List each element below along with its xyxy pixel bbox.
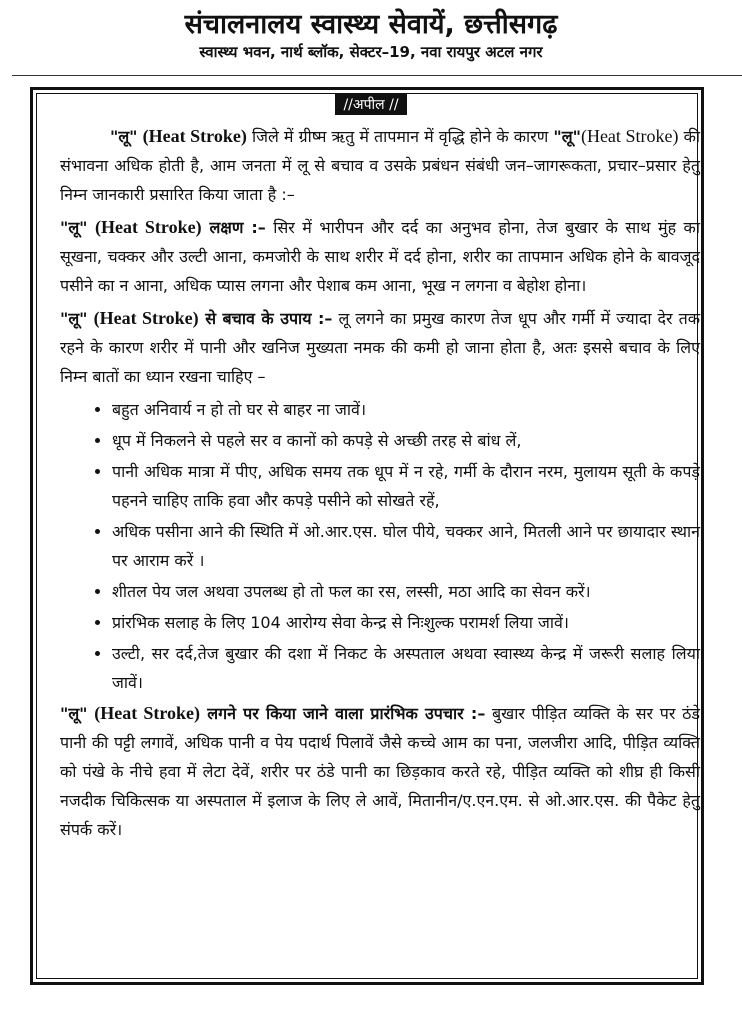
symptoms-paragraph [60, 213, 700, 300]
prevention-heading-lu: "लू" [60, 309, 88, 328]
list-item: • धूप में निकलने से पहले सर व कानों को कपड़े से अच्छी तरह से बांध लें, [112, 426, 700, 455]
first-aid-heading: लगने पर किया जाने वाला प्रारंभिक उपचार :– [200, 704, 486, 723]
first-aid-text: बुखार पीड़ित व्यक्ति के सर पर ठंडे पानी की पट्टी लगावें, अधिक पानी व पेय पदार्थ पिलावें जैसे कच्चे आम का पना, जलजीरा आदि, पीड़ित व्यक्ति को पंखे के नीचे हवा में लेटा देवें, शरीर पर ठंडे पानी का छिड़काव करते रहे, पीड़ित व्यक्ति को शीघ्र ही किसी नजदीक चिकित्सक या अस्पताल में इलाज के लिए ले आवें, मितानीन/ए.एन.एम. से ओ.आर.एस. की पैकेट हेतु संपर्क करें। [60, 704, 700, 839]
first-aid-heading-lu: "लू" [60, 704, 88, 723]
header-divider [12, 75, 742, 76]
appeal-label: //अपील // [335, 94, 406, 115]
list-item: • अधिक पसीना आने की स्थिति में ओ.आर.एस. घोल पीये, चक्कर आने, मितली आने पर छायादार स्थान पर आराम करें । [112, 517, 700, 575]
symptoms-heading-en: (Heat Stroke) [95, 217, 202, 237]
prevention-text: लू लगने का प्रमुख कारण तेज धूप और गर्मी में ज्यादा देर तक रहने के कारण शरीर में पानी और खनिज मुख्यता नमक की कमी हो जाना होता है, अतः इससे बचाव के लिए निम्न बातों का ध्यान रखना चाहिए – [60, 309, 700, 386]
department-title: संचालनालय स्वास्थ्य सेवायें, छत्तीसगढ़ [184, 9, 558, 40]
list-item: • प्रांरभिक सलाह के लिए 104 आरोग्य सेवा केन्द्र से निःशुल्क परामर्श लिया जावें। [112, 608, 700, 637]
prevention-heading-en: (Heat Stroke) [93, 308, 199, 328]
symptoms-heading-lu: "लू" [60, 218, 88, 237]
list-item: • पानी अधिक मात्रा में पीए, अधिक समय तक धूप में न रहे, गर्मी के दौरान नरम, मुलायम सूती के कपड़े पहनने चाहिए ताकि हवा और कपड़े पसीने को सोखते रहें, [112, 457, 700, 515]
intro-en: (Heat Stroke) [142, 126, 247, 146]
first-aid-heading-en: (Heat Stroke) [94, 703, 201, 723]
prevention-list [60, 395, 700, 697]
department-address: स्वास्थ्य भवन, नार्थ ब्लॉक, सेक्टर–19, नवा रायपुर अटल नगर [199, 43, 543, 61]
intro-lu2: "लू" [553, 127, 581, 146]
intro-text2: की संभावना अधिक होती है, आम जनता में लू से बचाव व उसके प्रबंधन संबंधी जन–जागरूकता, प्रचार–प्रसार हेतु निम्न जानकारी प्रसारित किया जाता है :– [60, 127, 700, 204]
list-item: • उल्टी, सर दर्द,तेज बुखार की दशा में निकट के अस्पताल अथवा स्वास्थ्य केन्द्र में जरूरी सलाह लिया जावें। [112, 639, 700, 697]
symptoms-text: सिर में भारीपन और दर्द का अनुभव होना, तेज बुखार के साथ मुंह का सूखना, चक्कर और उल्टी आना, कमजोरी के साथ शरीर में दर्द होना, शरीर का तापमान अधिक होने के बावजूद पसीने का न आना, अधिक प्यास लगना और पेशाब कम आना, भूख न लगना व बेहोश होना। [60, 218, 700, 295]
list-item: • शीतल पेय जल अथवा उपलब्ध हो तो फल का रस, लस्सी, मठा आदि का सेवन करें। [112, 577, 700, 606]
prevention-heading: से बचाव के उपाय :– [198, 309, 333, 328]
symptoms-heading: लक्षण :– [201, 218, 266, 237]
prevention-paragraph [60, 304, 700, 391]
intro-paragraph [60, 122, 700, 209]
list-item: • बहुत अनिवार्य न हो तो घर से बाहर ना जावें। [112, 395, 700, 424]
intro-text1: जिले में ग्रीष्म ऋतु में तापमान में वृद्धि होने के कारण [246, 127, 554, 146]
first-aid-paragraph [60, 699, 700, 844]
intro-en2: (Heat Stroke) [580, 126, 679, 146]
appeal-content [60, 122, 700, 848]
intro-lu: "लू" [110, 127, 138, 146]
